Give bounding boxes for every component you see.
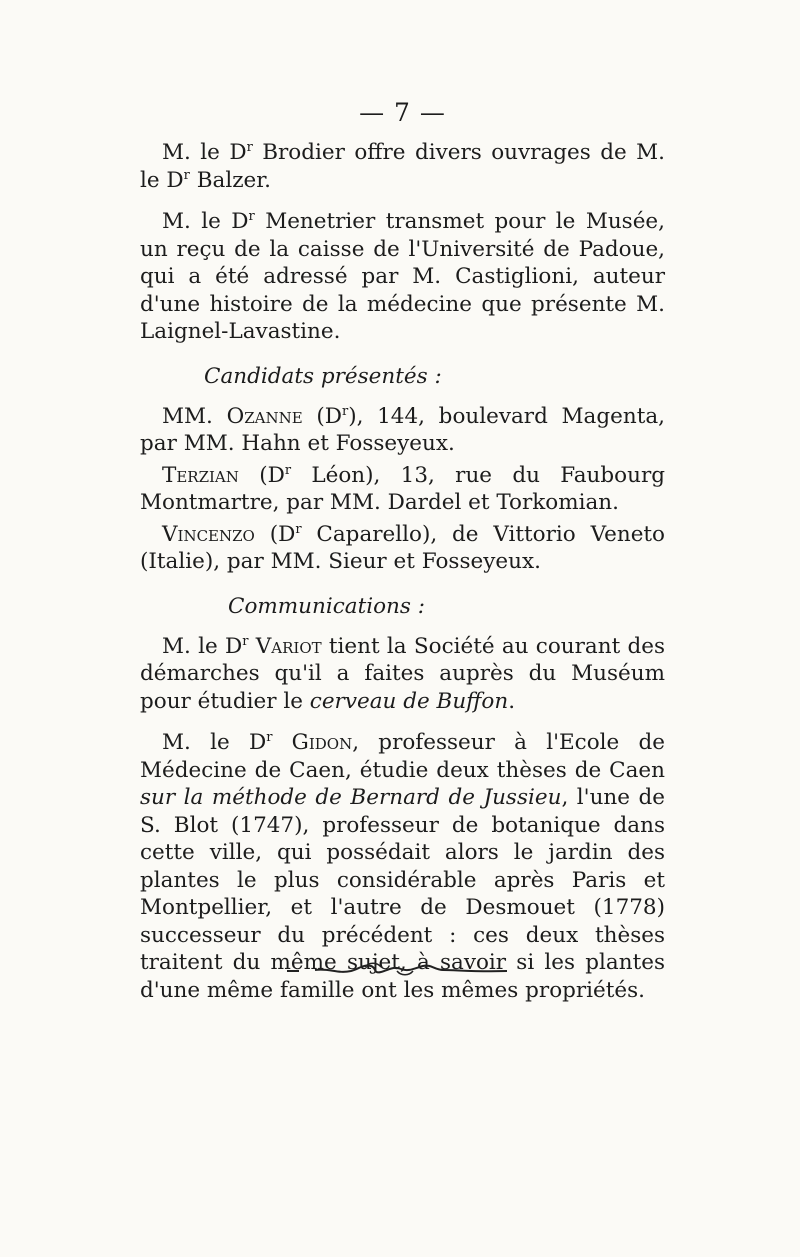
paragraph-menetrier bbox=[140, 208, 665, 346]
text-span: M. le D bbox=[162, 209, 249, 234]
text-span: . bbox=[508, 688, 516, 714]
superscript: r bbox=[242, 633, 249, 649]
candidates-heading: Candidats présentés : bbox=[204, 363, 442, 389]
superscript: r bbox=[246, 139, 253, 155]
text-span: , professeur à l'Ecole de Médecine de Caen, étudie deux thèses de Caen bbox=[140, 730, 666, 783]
superscript: r bbox=[183, 167, 190, 183]
text-span: M. le D bbox=[162, 633, 243, 659]
text-span: M. le D bbox=[162, 730, 267, 755]
speaker-name: Gidon bbox=[272, 730, 353, 755]
superscript: r bbox=[266, 729, 273, 745]
candidate-name: Vincenzo bbox=[162, 521, 255, 547]
text-span: , l'une de S. Blot (1747), professeur de botanique dans cette ville, qui possédait alors le jardin des plantes le plus considérable après Paris et Montpellier, et l'autre de Desmouet (1778) successeur du précédent : ces deux thèses traitent du même sujet, à savoir si les plantes d'une même famille ont les mêmes propriétés. bbox=[140, 785, 665, 1003]
text-span: Caparello), de Vittorio Veneto (Italie), par MM. Sieur et Fosseyeux. bbox=[140, 521, 665, 574]
text-span: tient la Société au courant des démarches qu'il a faites auprès du Muséum pour étudier le bbox=[140, 633, 666, 714]
candidate-vincenzo bbox=[140, 521, 665, 576]
candidate-ozanne bbox=[140, 403, 665, 458]
document-page bbox=[140, 98, 665, 1004]
superscript: r bbox=[295, 521, 302, 537]
italic-phrase: sur la méthode de Bernard de Jussieu bbox=[140, 785, 562, 810]
candidate-name: Terzian bbox=[162, 462, 239, 488]
text-span: (D bbox=[238, 462, 285, 488]
text-span: Brodier offre divers ouvrages de M. le D bbox=[140, 140, 665, 193]
text-span: (D bbox=[302, 403, 342, 429]
text-span: Menetrier transmet pour le Musée, un reçu de la caisse de l'Université de Padoue, qui a été adressé par M. Castiglioni, auteur d'une histoire de la médecine que présente M. Laignel-Lavastine. bbox=[140, 209, 665, 344]
speaker-name: Variot bbox=[248, 633, 322, 659]
text-span: (D bbox=[254, 521, 296, 547]
candidate-name: Ozanne bbox=[226, 403, 303, 429]
superscript: r bbox=[341, 403, 349, 419]
candidate-terzian bbox=[140, 462, 665, 517]
superscript: r bbox=[284, 462, 292, 478]
text-span: Balzer. bbox=[189, 167, 272, 193]
text-span: ), 144, boulevard Magenta, par MM. Hahn et Fosseyeux. bbox=[140, 403, 665, 456]
communication-variot bbox=[140, 633, 665, 716]
communications-heading: Communications : bbox=[228, 593, 426, 619]
text-span: Léon), 13, rue du Faubourg Montmartre, par MM. Dardel et Torkomian. bbox=[140, 462, 665, 515]
text-span: MM. bbox=[162, 403, 227, 429]
italic-phrase: cerveau de Buffon bbox=[309, 688, 509, 714]
paragraph-brodier bbox=[140, 139, 665, 194]
tailpiece-flourish-icon bbox=[285, 958, 510, 982]
text-span: M. le D bbox=[162, 140, 247, 165]
page-number: — 7 — bbox=[359, 98, 446, 127]
superscript: r bbox=[248, 208, 255, 224]
